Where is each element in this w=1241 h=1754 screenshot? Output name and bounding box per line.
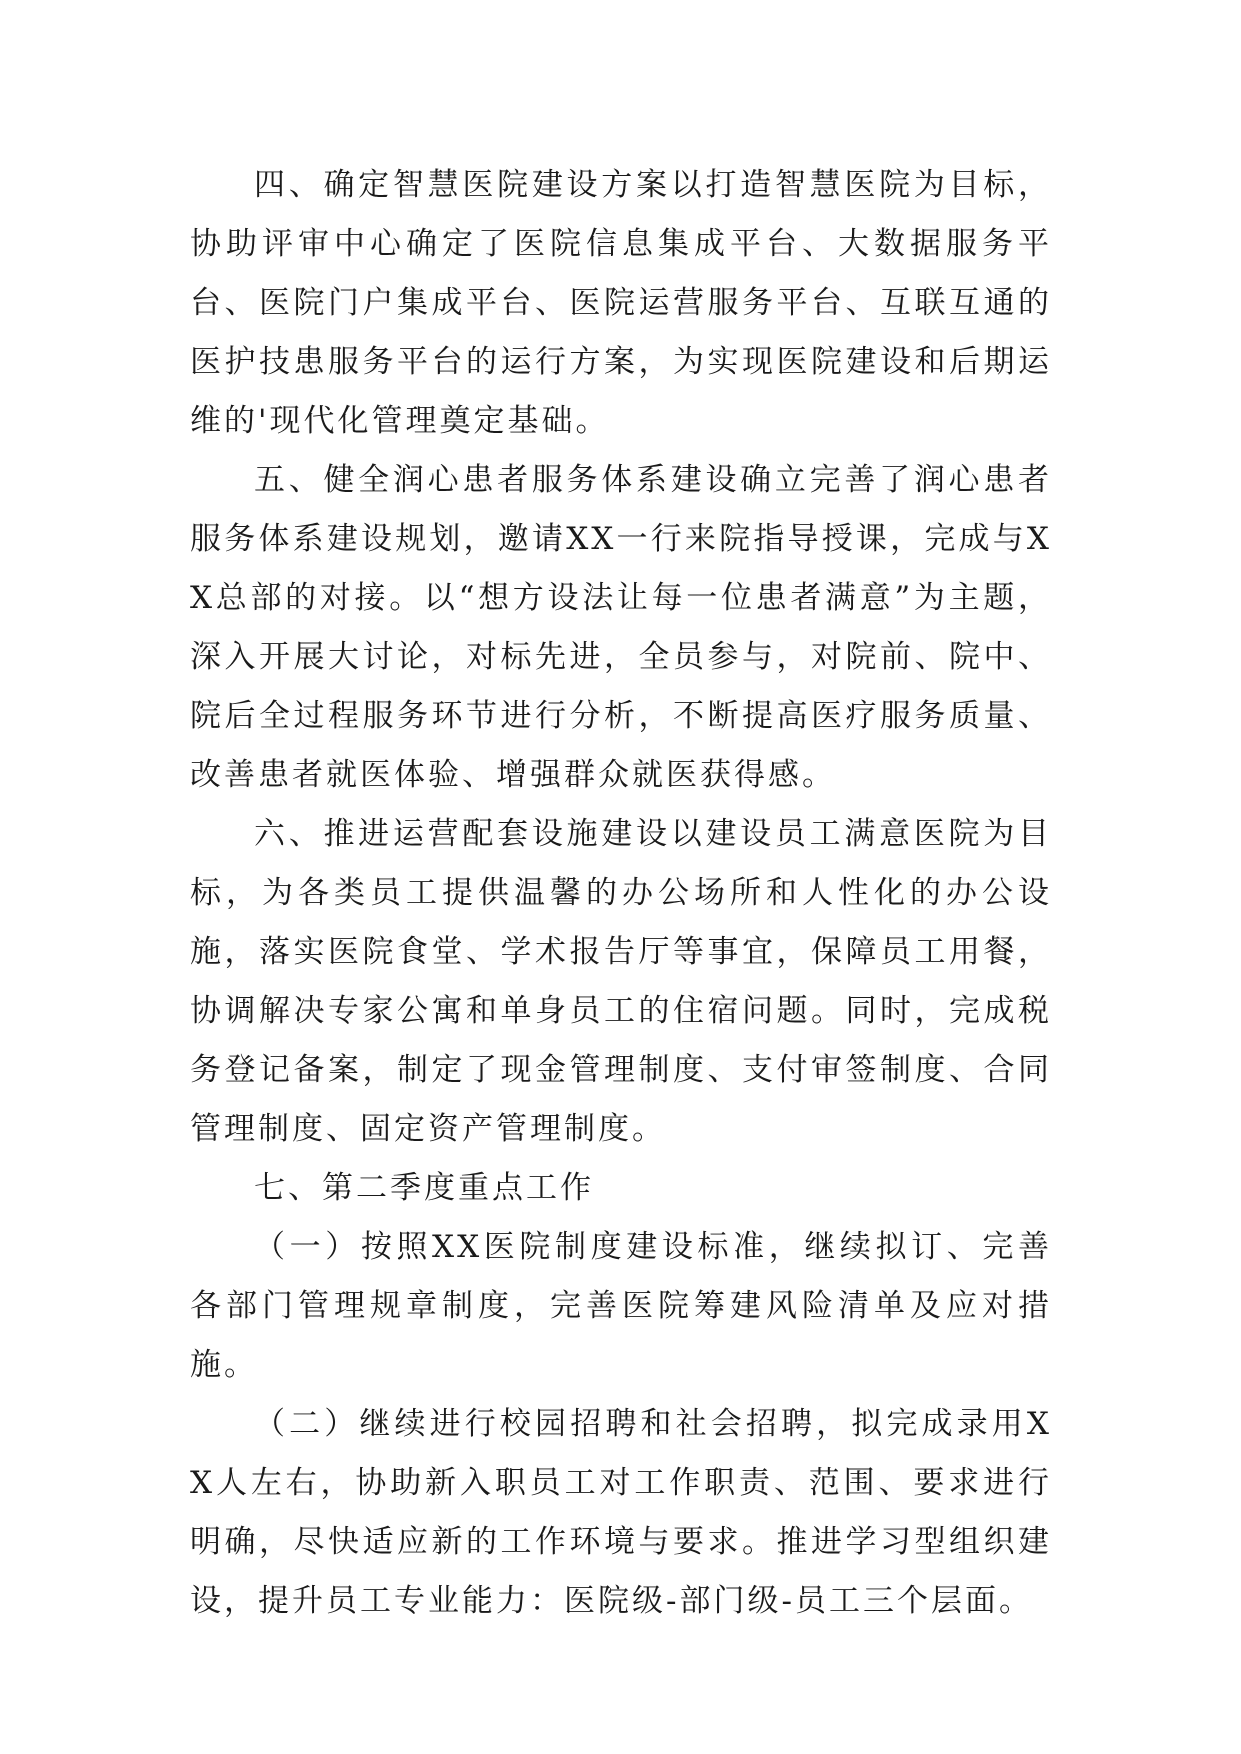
- paragraph-q2-item-2: （二）继续进行校园招聘和社会招聘，拟完成录用XX人左右，协助新入职员工对工作职责、范围、要求进行明确，尽快适应新的工作环境与要求。推进学习型组织建设，提升员工专业能力：医院级-部门级-员工三个层面。: [190, 1406, 1052, 1619]
- paragraph-smart-hospital: 四、确定智慧医院建设方案以打造智慧医院为目标，协助评审中心确定了医院信息集成平台、大数据服务平台、医院门户集成平台、医院运营服务平台、互联互通的医护技患服务平台的运行方案，为实现医院建设和后期运维的'现代化管理奠定基础。: [190, 167, 1052, 439]
- document-body: [190, 156, 1052, 1631]
- paragraph-patient-service: 五、健全润心患者服务体系建设确立完善了润心患者服务体系建设规划，邀请XX一行来院指导授课，完成与XX总部的对接。以“想方设法让每一位患者满意”为主题，深入开展大讨论，对标先进，全员参与，对院前、院中、院后全过程服务环节进行分析，不断提高医疗服务质量、改善患者就医体验、增强群众就医获得感。: [190, 462, 1052, 793]
- paragraph-supporting-facilities: 六、推进运营配套设施建设以建设员工满意医院为目标，为各类员工提供温馨的办公场所和人性化的办公设施，落实医院食堂、学术报告厅等事宜，保障员工用餐，协调解决专家公寓和单身员工的住宿问题。同时，完成税务登记备案，制定了现金管理制度、支付审签制度、合同管理制度、固定资产管理制度。: [190, 816, 1052, 1147]
- paragraph-q2-item-1: （一）按照XX医院制度建设标准，继续拟订、完善各部门管理规章制度，完善医院筹建风险清单及应对措施。: [190, 1229, 1052, 1383]
- section-heading-q2-work: 七、第二季度重点工作: [254, 1170, 594, 1206]
